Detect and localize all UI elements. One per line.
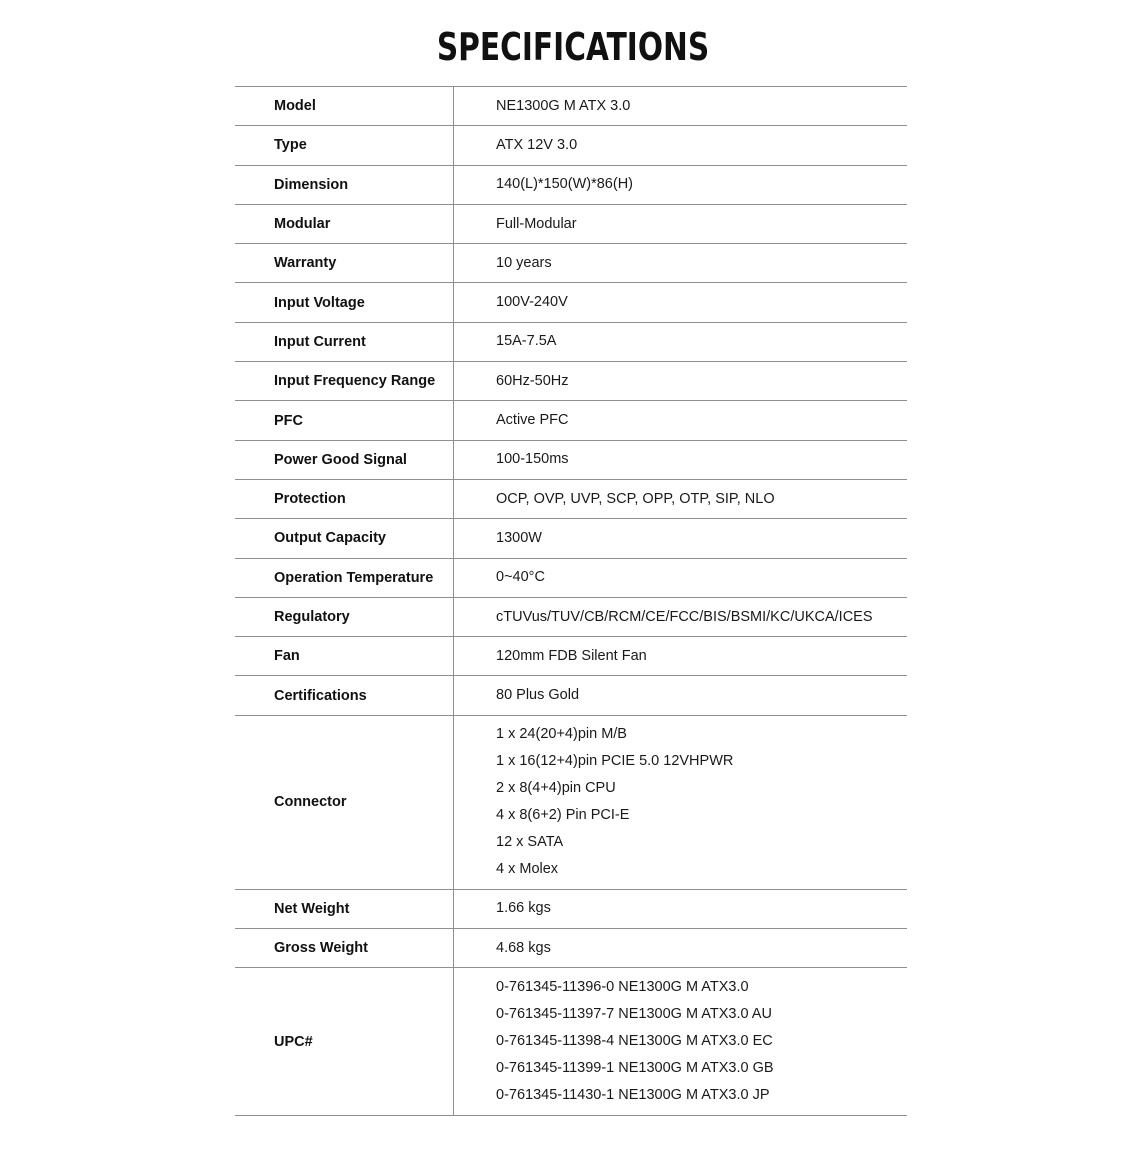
spec-label: Protection [235,480,454,518]
spec-row [235,205,907,244]
spec-value [454,166,907,204]
spec-value-line: 15A-7.5A [496,333,557,350]
spec-label: Input Frequency Range [235,362,454,400]
spec-label: Connector [235,716,454,889]
spec-value-line: 4 x Molex [496,861,559,878]
spec-value-line: cTUVus/TUV/CB/RCM/CE/FCC/BIS/BSMI/KC/UKCA/ICES [496,608,873,625]
spec-row [235,598,907,637]
spec-value [454,676,907,714]
spec-label: Warranty [235,244,454,282]
spec-label: Type [235,126,454,164]
spec-value-line: 0-761345-11430-1 NE1300G M ATX3.0 JP [496,1087,770,1104]
spec-label: Model [235,87,454,125]
spec-row [235,441,907,480]
spec-label: Dimension [235,166,454,204]
spec-value-line: 2 x 8(4+4)pin CPU [496,780,616,797]
spec-label: Fan [235,637,454,675]
spec-value-line: 0~40°C [496,569,545,586]
spec-value [454,716,907,889]
spec-value [454,283,907,321]
spec-label: Input Current [235,323,454,361]
spec-row [235,323,907,362]
spec-value-line: ATX 12V 3.0 [496,136,578,153]
spec-row [235,401,907,440]
spec-label: Operation Temperature [235,559,454,597]
spec-label: Regulatory [235,598,454,636]
spec-row [235,283,907,322]
spec-value-line: 100V-240V [496,294,568,311]
spec-value-line: 80 Plus Gold [496,687,580,704]
spec-row [235,968,907,1116]
spec-row [235,362,907,401]
spec-value-line: OCP, OVP, UVP, SCP, OPP, OTP, SIP, NLO [496,490,775,507]
spec-label: UPC# [235,968,454,1115]
spec-value [454,126,907,164]
spec-value [454,519,907,557]
spec-value [454,205,907,243]
page-title: SPECIFICATIONS [436,25,710,69]
spec-value-line: 0-761345-11398-4 NE1300G M ATX3.0 EC [496,1033,773,1050]
spec-value [454,244,907,282]
spec-value [454,598,907,636]
spec-value [454,401,907,439]
spec-row [235,87,907,126]
spec-value-line: 120mm FDB Silent Fan [496,647,647,664]
spec-value-line: 1300W [496,529,542,546]
spec-value-line: 4 x 8(6+2) Pin PCI-E [496,807,630,824]
spec-label: Output Capacity [235,519,454,557]
spec-row [235,890,907,929]
spec-row [235,637,907,676]
spec-value-line: 0-761345-11399-1 NE1300G M ATX3.0 GB [496,1060,774,1077]
spec-value-line: 100-150ms [496,451,569,468]
spec-label: Modular [235,205,454,243]
spec-label: Certifications [235,676,454,714]
spec-value-line: 1 x 24(20+4)pin M/B [496,726,627,743]
spec-value-line: 10 years [496,254,552,271]
spec-value [454,323,907,361]
spec-value [454,637,907,675]
spec-value [454,362,907,400]
spec-value [454,890,907,928]
spec-value-line: 60Hz-50Hz [496,372,569,389]
spec-value-line: 0-761345-11397-7 NE1300G M ATX3.0 AU [496,1006,772,1023]
spec-value-line: 1 x 16(12+4)pin PCIE 5.0 12VHPWR [496,753,734,770]
spec-row [235,676,907,715]
spec-value [454,87,907,125]
spec-row [235,126,907,165]
spec-value [454,929,907,967]
spec-row [235,244,907,283]
spec-value [454,559,907,597]
spec-row [235,559,907,598]
spec-table [235,86,907,1116]
spec-value-line: 4.68 kgs [496,939,551,956]
spec-value-line: Full-Modular [496,215,577,232]
spec-value-line: 12 x SATA [496,834,564,851]
spec-value-line: 1.66 kgs [496,900,551,917]
spec-label: Power Good Signal [235,441,454,479]
spec-value [454,480,907,518]
spec-row [235,929,907,968]
spec-value [454,441,907,479]
spec-value-line: 140(L)*150(W)*86(H) [496,176,633,193]
spec-row [235,166,907,205]
spec-label: PFC [235,401,454,439]
spec-label: Net Weight [235,890,454,928]
spec-label: Gross Weight [235,929,454,967]
spec-row [235,716,907,890]
spec-value [454,968,907,1115]
spec-value-line: NE1300G M ATX 3.0 [496,97,631,114]
spec-value-line: Active PFC [496,412,569,429]
spec-row [235,480,907,519]
spec-row [235,519,907,558]
spec-label: Input Voltage [235,283,454,321]
spec-value-line: 0-761345-11396-0 NE1300G M ATX3.0 [496,979,749,996]
